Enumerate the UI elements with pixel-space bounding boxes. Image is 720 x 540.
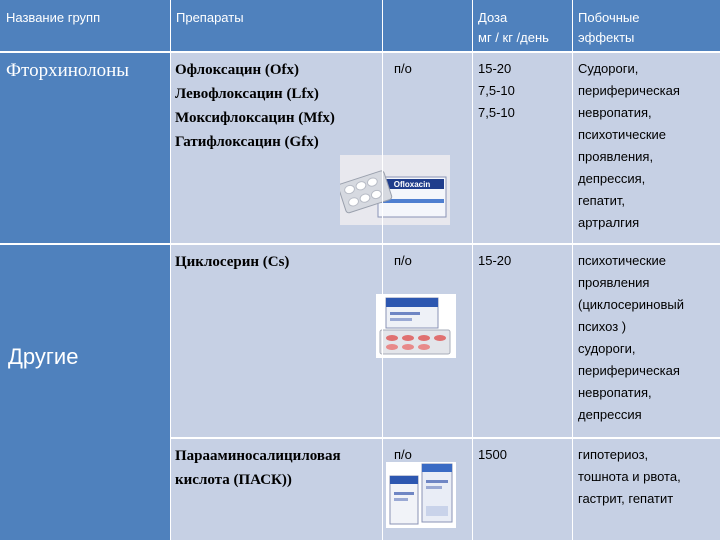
row-2-side-effect: (циклосериновый (578, 297, 684, 312)
group-other-label: Другие (8, 344, 79, 369)
group-fluoroquinolones (0, 52, 170, 244)
group-other (0, 244, 170, 540)
row-1-dose-3: 7,5-10 (478, 105, 515, 120)
row-2-side-effect: психоз ) (578, 319, 627, 334)
row-2-drugs (170, 244, 382, 438)
row-3-side-effects (572, 438, 720, 540)
column-divider (382, 0, 383, 540)
row-divider (0, 243, 720, 245)
row-1-dose (472, 52, 572, 244)
header-dose (472, 0, 572, 52)
column-divider (472, 0, 473, 540)
drug-cycloserine: Циклосерин (Cs) (175, 254, 290, 270)
row-3-dose-1: 1500 (478, 447, 507, 462)
drug-pas-line-1: Парааминосалициловая (175, 448, 341, 464)
header-drugs (170, 0, 382, 52)
header-dose-line-1: Доза (478, 10, 508, 25)
column-divider (170, 0, 171, 540)
drug-levofloxacin: Левофлоксацин (Lfx) (175, 86, 319, 102)
row-3-side-effect: гастрит, гепатит (578, 491, 674, 506)
row-2-route-value: п/о (394, 253, 412, 268)
column-divider (572, 0, 573, 540)
row-2-side-effect: судороги, (578, 341, 636, 356)
row-2-side-effect: невропатия, (578, 385, 652, 400)
header-route (382, 0, 472, 52)
row-1-side-effect: невропатия, (578, 105, 652, 120)
drug-ofloxacin: Офлоксацин (Ofx) (175, 62, 300, 78)
row-1-side-effect: депрессия, (578, 171, 646, 186)
row-2-side-effect: проявления (578, 275, 650, 290)
row-2-side-effect: периферическая (578, 363, 680, 378)
ofloxacin-package-image (340, 155, 450, 225)
row-1-dose-2: 7,5-10 (478, 83, 515, 98)
row-1-route-value: п/о (394, 61, 412, 76)
row-divider (0, 51, 720, 53)
drug-gatifloxacin: Гатифлоксацин (Gfx) (175, 134, 319, 150)
row-3-drugs (170, 438, 382, 540)
row-1-side-effect: Судороги, (578, 61, 639, 76)
row-1-side-effect: проявления, (578, 149, 654, 164)
row-2-side-effect: психотические (578, 253, 666, 268)
header-side-effects-line-1: Побочные (578, 10, 640, 25)
row-2-dose-1: 15-20 (478, 253, 512, 268)
pas-package-image (386, 462, 456, 528)
row-3-dose (472, 438, 572, 540)
header-side-effects (572, 0, 720, 52)
row-2-side-effect: депрессия (578, 407, 642, 422)
header-group-label: Название групп (6, 10, 101, 25)
header-group (0, 0, 170, 52)
row-1-side-effect: артралгия (578, 215, 640, 230)
row-divider (170, 437, 720, 439)
row-1-dose-1: 15-20 (478, 61, 512, 76)
drug-pas-line-2: кислота (ПАСК)) (175, 472, 292, 488)
header-side-effects-line-2: эффекты (578, 30, 635, 45)
cycloserine-package-image (376, 294, 456, 358)
header-drugs-label: Препараты (176, 10, 244, 25)
row-3-side-effect: гипотериоз, (578, 447, 649, 462)
header-dose-line-2: мг / кг /день (478, 30, 549, 45)
row-2-dose (472, 244, 572, 438)
row-3-side-effect: тошнота и рвота, (578, 469, 681, 484)
group-fluoroquinolones-label: Фторхинолоны (6, 60, 130, 81)
row-2-side-effects (572, 244, 720, 438)
row-1-side-effect: периферическая (578, 83, 680, 98)
row-1-side-effect: психотические (578, 127, 666, 142)
ofloxacin-package-label: Ofloxacin (393, 180, 431, 189)
row-3-route-value: п/о (394, 447, 412, 462)
drug-moxifloxacin: Моксифлоксацин (Mfx) (175, 110, 335, 126)
row-1-side-effects (572, 52, 720, 244)
row-1-side-effect: гепатит, (578, 193, 626, 208)
